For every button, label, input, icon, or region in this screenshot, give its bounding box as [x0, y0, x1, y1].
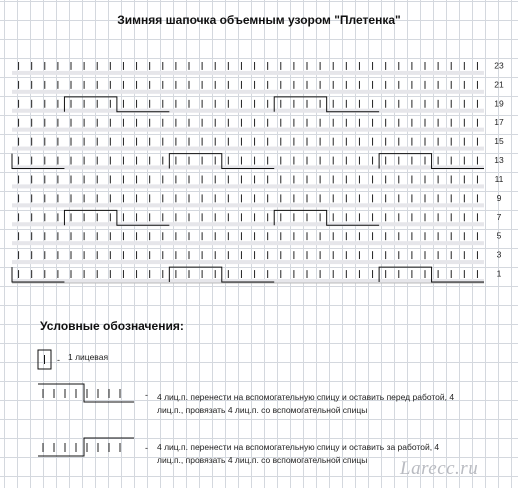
- row-number: 19: [494, 98, 504, 109]
- legend-text-cable-back: 4 лиц.п. перенести на вспомогательную спицу и оставить за работой, 4 лиц.п., провязать 4 лиц.п. со вспомогательной спицы: [157, 442, 440, 465]
- row-number: 5: [496, 230, 502, 241]
- legend-text-knit: 1 лицевая: [68, 352, 109, 362]
- chart-title: Зимняя шапочка объемным узором "Плетенка": [117, 13, 401, 27]
- row-number: 17: [494, 117, 504, 128]
- row-number: 13: [494, 155, 504, 166]
- watermark-logo: Larecc.ru: [400, 458, 479, 479]
- row-number: 11: [494, 173, 504, 184]
- legend-text-cable-front: 4 лиц.п. перенести на вспомогательную спицу и оставить перед работой, 4 лиц.п., провязать 4 лиц.п. со вспомогательной спицы: [157, 392, 455, 415]
- legend-dash-2: -: [145, 390, 148, 400]
- legend-dash-1: -: [57, 355, 60, 365]
- row-number: 23: [494, 60, 504, 71]
- row-shade: [12, 71, 484, 75]
- row-shade: [12, 147, 484, 151]
- legend-dash-3: -: [145, 443, 148, 453]
- row-shade: [12, 222, 484, 226]
- row-shade: [12, 260, 484, 264]
- legend-heading: Условные обозначения:: [40, 319, 184, 333]
- row-shade: [12, 109, 484, 113]
- row-shade: [12, 90, 484, 94]
- legend-knit-symbol: [38, 350, 51, 369]
- row-shade: [12, 241, 484, 245]
- row-number: 3: [496, 249, 502, 260]
- row-number: 7: [496, 211, 502, 222]
- legend-cable-back-symbol: [38, 438, 134, 456]
- row-shade: [12, 184, 484, 188]
- row-shade: [12, 128, 484, 132]
- row-number: 1: [496, 268, 502, 279]
- row-shade: [12, 203, 484, 207]
- row-number: 21: [494, 79, 504, 90]
- row-number: 9: [496, 192, 502, 203]
- row-number: 15: [494, 136, 504, 147]
- legend-cable-front-symbol: [38, 384, 134, 402]
